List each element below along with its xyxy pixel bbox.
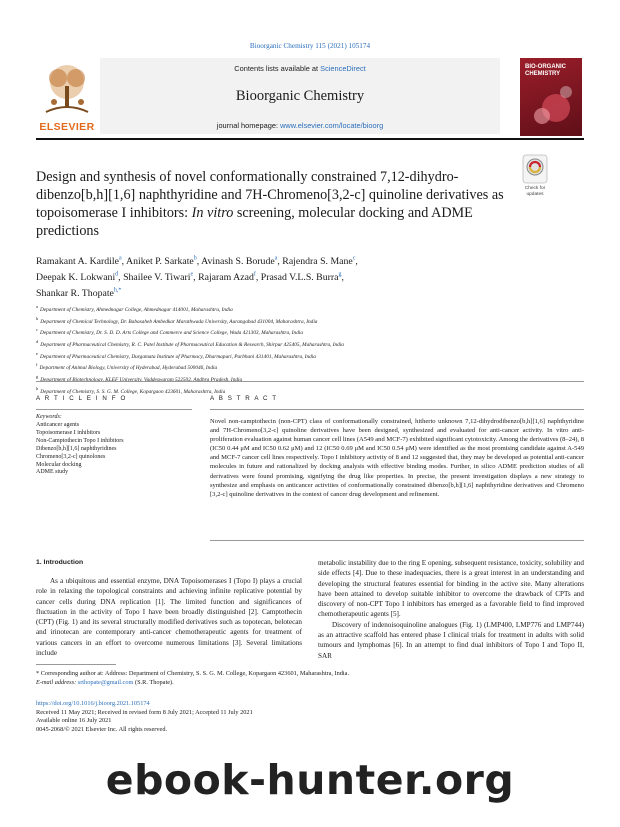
- contents-line: [100, 64, 500, 73]
- intro-paragraph: Discovery of indenoisoquinoline analogues (Fig. 1) (LMP400, LMP776 and LMP744) as an attractive scaffold has entered phase I clinical trials for treatment in adults with solid tumours and lymphomas [6]. In an attempt to find dual inhibitors of Topo I and Topo II, SAR: [318, 620, 584, 660]
- introduction-heading: 1. Introduction: [36, 559, 84, 566]
- abstract-rule: [210, 409, 584, 410]
- title-part-1: Design and synthesis of novel conformationally constrained 7,12-dihydro-dibenzo[b,h][1,6] naphthyridine and 7H-Chromeno[3,2-c] quinoline derivatives as topoisomerase I inhibitors:: [36, 169, 504, 221]
- article-title: [36, 168, 516, 240]
- check-updates-icon[interactable]: [522, 154, 548, 184]
- author[interactable]: Avinash S. Borude$^a$,: [201, 256, 283, 268]
- email-link[interactable]: srthopate@gmail.com: [77, 678, 134, 686]
- author[interactable]: Shankar R. Thopate$^{h,*}$: [36, 287, 122, 299]
- email-line: [36, 679, 584, 688]
- author[interactable]: Aniket P. Sarkate$^b$,: [126, 256, 202, 268]
- abstract-heading: A B S T R A C T: [210, 395, 278, 402]
- copyright: 0045-2068/© 2021 Elsevier Inc. All rights reserved.: [36, 725, 168, 733]
- contents-prefix: Contents lists available at: [234, 64, 319, 73]
- doi-link[interactable]: https://doi.org/10.1016/j.bioorg.2021.105174: [36, 700, 150, 707]
- corresponding-author: * Corresponding author at: Address: Department of Chemistry, S. S. G. M. College, Kopargaon 423601, Maharashtra, India.: [36, 670, 350, 677]
- affiliation-item: $^e$Department of Pharmaceutical Chemistry, Durgamata Institute of Pharmacy, Dharmapuri, Parbhani 431401, Maharashtra, India: [36, 350, 316, 360]
- keyword-item: Dibenzo[b,h][1,6] naphthyridines: [36, 445, 117, 452]
- keywords-label: Keywords:: [36, 414, 62, 420]
- body-column-left: [36, 576, 302, 658]
- publication-info: [36, 700, 584, 734]
- abstract-bottom-rule: [210, 540, 584, 541]
- author[interactable]: Rajendra S. Mane$^c$,: [282, 256, 358, 268]
- affiliation-item: $^d$Department of Pharmaceutical Chemistry, R. C. Patel Institute of Pharmaceutical Education & Research, Shirpur 425405, Maharashtra, India: [36, 339, 344, 348]
- check-updates-label[interactable]: [514, 186, 556, 197]
- received-dates: Received 11 May 2021; Received in revised form 8 July 2021; Accepted 11 July 2021: [36, 708, 253, 716]
- affiliation-list: [36, 303, 576, 396]
- homepage-prefix: journal homepage:: [216, 121, 279, 130]
- article-info-rule: [36, 409, 192, 410]
- keyword-item: Molecular docking: [36, 461, 82, 468]
- author[interactable]: Deepak K. Lokwani$^d$,: [36, 271, 124, 284]
- elsevier-wordmark: ELSEVIER: [39, 121, 95, 133]
- footnote-rule: [36, 664, 116, 665]
- check-label-line2: updates: [526, 191, 544, 197]
- keyword-item: Chromeno[3,2-c] quinolones: [36, 453, 106, 460]
- affiliation-item: $^c$Department of Chemistry, Dr. S. D. D. Arts College and Commerce and Science College, Wada 421303, Maharashtra, India: [36, 327, 303, 337]
- author[interactable]: Ramakant A. Kardile$^a$,: [36, 256, 127, 268]
- title-part-2: screening, molecular docking and ADME predictions: [36, 205, 473, 239]
- homepage-line: [100, 121, 500, 130]
- intro-paragraph: metabolic instability due to the ring E opening, subsequent resistance, toxicity, solubility and side effects [4]. Due to these inadequacies, there is a great interest in an understanding and developing the structural features essential for binding in the active site. Many alterations have been attained to develop suitable inhibitor to overcome the drawback of CPTs and discovery of non-CPT Topo I inhibitors has emerged as a favorable field to find improved chemotherapeutic agents [5].: [318, 559, 584, 619]
- affiliation-item: $^g$Department of Biotechnology, KLEF University, Vaddeswaram 522502, Andhra Pradesh, India: [36, 374, 243, 383]
- journal-name: Bioorganic Chemistry: [235, 88, 365, 104]
- abstract-text: Novel non-camptothecin (non-CPT) class of conformationally constrained, hitherto unknown 7,12-dihydrodibenzo[b,h][1,6] naphthyridine and 7H-Chromeno[3,2-c] quinoline derivatives have been designed, synthesized and evaluated for anti-cancer activity. In vitro anti-proliferation evaluation against human cancer cell lines (A549 and MCF-7) exhibited significant cytotoxicity. Among the derivatives (8–24), 8 (IC50 0.44 μM and IC50 0.62 μM) and 12 (IC50 0.69 μM and IC50 0.54 μM) were identified as the most promising candidate against A-549 and MCF-7 cancer cell lines respectively. Topo I inhibitory activity of 8 and 12 suggested that, they may be developed as potential anti-cancer molecules in future and rationalized by docking analysis with effective binding modes. Further, in silico ADME prediction studies of all derivatives were found promising, signifying the drug like properties. In precise, the present investigation displays a new strategy to synthesize and emphasis on anticancer activities of conformationally constrained dibenzo[b,h][1,6] naphthyridine derivatives and Chromeno [3,2-c] quinoline derivatives in the context of cancer drug development and refinement.: [210, 418, 584, 498]
- online-date: Available online 16 July 2021: [36, 717, 112, 725]
- intro-paragraph: As a ubiquitous and essential enzyme, DNA Topoisomerases I (Topo I) plays a crucial role in relaxing the topological constraints and achieving infinite replicative potential by cancer cells during DNA replication [1]. The limited function and significances of fluctuation in the activity of Topo I have been broadly distinguished [2]. Camptothecin (CPT) (Fig. 1) and its several structurally modified derivatives such as topotecan, belotecan and irinotecan are contemporary anti-cancer chemotherapeutic agents for treatment of various cancers in an effort to overcome numerous limitations [3]. Several limitations include: [36, 577, 302, 658]
- author[interactable]: Rajaram Azad$^f$,: [198, 271, 261, 284]
- author[interactable]: Prasad V.L.S. Burra$^g$,: [260, 271, 344, 284]
- affiliation-item: $^f$Department of Animal Biology, University of Hyderabad, Hyderabad 500046, India: [36, 362, 218, 372]
- keyword-list: [36, 422, 196, 477]
- keyword-item: Anticancer agents: [36, 422, 80, 428]
- body-column-right: [318, 558, 584, 661]
- sciencedirect-link[interactable]: ScienceDirect: [320, 64, 366, 73]
- affiliation-item: $^b$Department of Chemical Technology, Dr. Babasaheb Ambedkar Marathwada University, Aurangabad 431004, Maharashtra, India: [36, 315, 318, 325]
- title-italic: In vitro: [191, 205, 234, 221]
- header-divider: [36, 138, 584, 140]
- email-label: E-mail address:: [36, 678, 77, 686]
- corresponding-author-footnote: [36, 670, 584, 687]
- article-info-heading: A R T I C L E I N F O: [36, 395, 127, 402]
- keyword-item: Topoisomerase I inhibitors: [36, 429, 101, 436]
- keyword-item: ADME study: [36, 469, 69, 476]
- email-suffix: (S.R. Thopate).: [134, 678, 174, 686]
- cover-title: BIO-ORGANIC CHEMISTRY: [525, 64, 566, 77]
- affiliation-item: $^h$Department of Chemistry, S. S. G. M. College, Kopargaon 423601, Maharashtra, India: [36, 385, 226, 395]
- journal-cover[interactable]: [520, 58, 582, 136]
- author[interactable]: Shailee V. Tiwari$^e$,: [123, 271, 199, 284]
- keyword-item: Non-Camptothecin Topo I inhibitors: [36, 437, 124, 444]
- author-list: [36, 253, 556, 300]
- watermark: ebook-hunter.org: [105, 756, 515, 804]
- homepage-link[interactable]: www.elsevier.com/locate/bioorg: [280, 121, 384, 130]
- check-label-line1: Check for: [524, 186, 546, 191]
- journal-citation[interactable]: Bioorganic Chemistry 115 (2021) 105174: [249, 42, 371, 50]
- affiliation-item: $^a$Department of Chemistry, Ahmednagar College, Ahmednagar 414001, Maharashtra, India: [36, 304, 233, 313]
- section-divider: [36, 381, 584, 382]
